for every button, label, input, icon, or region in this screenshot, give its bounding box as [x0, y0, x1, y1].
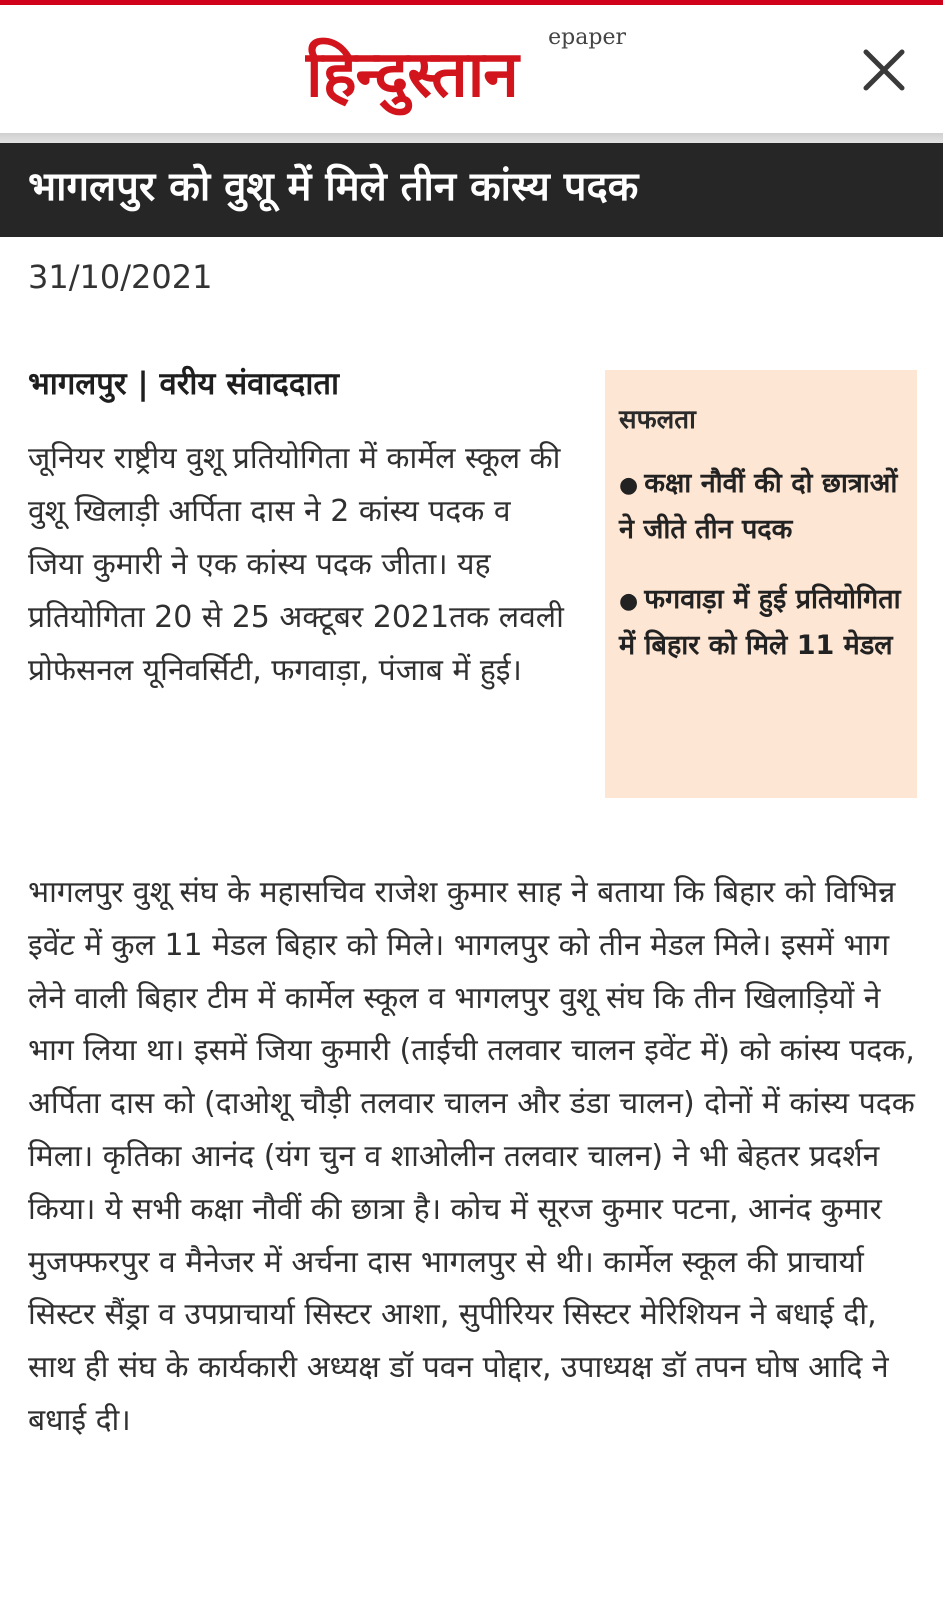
- app-header: [0, 5, 943, 133]
- article-intro-paragraph: जूनियर राष्ट्रीय वुशू प्रतियोगिता में कार्मेल स्कूल की वुशू खिलाड़ी अर्पिता दास ने 2 कांस्य पदक व जिया कुमारी ने एक कांस्य पदक जीता। यह प्रतियोगिता 20 से 25 अक्टूबर 2021तक लवली प्रोफेसनल यूनिवर्सिटी, फगवाड़ा, पंजाब में हुई।: [28, 441, 564, 688]
- bullet-icon: ●: [619, 473, 639, 498]
- article-body-paragraph: भागलपुर वुशू संघ के महासचिव राजेश कुमार साह ने बताया कि बिहार को विभिन्न इवेंट में कुल 11 मेडल बिहार को मिले। भागलपुर को तीन मेडल मिले। इसमें भाग लेने वाली बिहार टीम में कार्मेल स्कूल व भागलपुर वुशू संघ कि तीन खिलाड़ियों ने भाग लिया था। इसमें जिया कुमारी (ताईची तलवार चालन इवेंट में) को कांस्य पदक, अर्पिता दास को (दाओशू चौड़ी तलवार चालन और डंडा चालन) दोनों में कांस्य पदक मिला। कृतिका आनंद (यंग चुन व शाओलीन तलवार चालन) ने भी बेहतर प्रदर्शन किया। ये सभी कक्षा नौवीं की छात्रा है। कोच में सूरज कुमार पटना, आनंद कुमार मुजफ्फरपुर व मैनेजर में अर्चना दास भागलपुर से थी। कार्मेल स्कूल की प्राचार्या सिस्टर सैंड्रा व उपप्राचार्या सिस्टर आशा, सुपीरियर सिस्टर मेरिशियन ने बधाई दी, साथ ही संघ के कार्यकारी अध्यक्ष डॉ पवन पोद्दार, उपाध्यक्ष डॉ तपन घोष आदि ने बधाई दी।: [28, 875, 915, 1438]
- highlights-title: सफलता: [619, 405, 696, 435]
- highlight-item: [619, 462, 905, 552]
- logo-wordmark: हिन्दुस्तान: [306, 37, 518, 112]
- close-button[interactable]: [861, 47, 907, 93]
- highlight-item: [619, 578, 905, 668]
- highlight-text: कक्षा नौवीं की दो छात्राओं ने जीते तीन पदक: [619, 468, 898, 545]
- article-headline: भागलपुर को वुशू में मिले तीन कांस्य पदक: [28, 164, 639, 210]
- logo-epaper-label: epaper: [548, 25, 626, 50]
- hindustan-epaper-logo: [306, 25, 636, 125]
- highlights-box: [605, 370, 917, 798]
- header-divider: [0, 133, 943, 143]
- article-date: 31/10/2021: [28, 258, 213, 296]
- article-byline: भागलपुर | वरीय संवाददाता: [28, 366, 340, 402]
- close-icon: [861, 47, 907, 93]
- bullet-icon: ●: [619, 589, 639, 614]
- highlight-text: फगवाड़ा में हुई प्रतियोगिता में बिहार को मिले 11 मेडल: [619, 584, 901, 661]
- headline-bar: [0, 143, 943, 237]
